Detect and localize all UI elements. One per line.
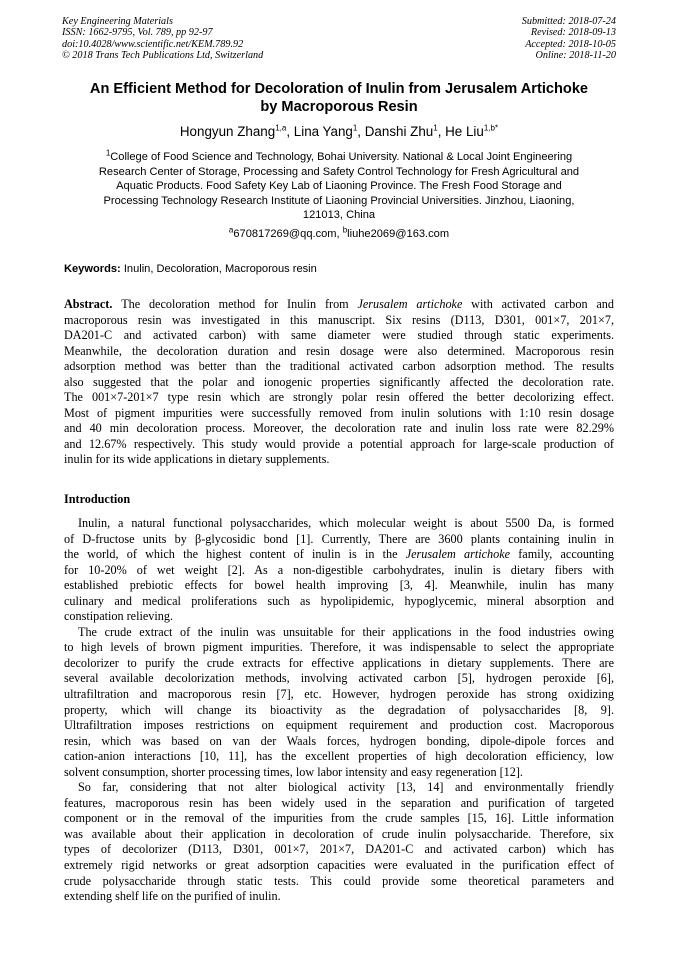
text-line: ultrafiltration and macroporous resin [7], etc. However, hydrogen peroxide has strong oxidizing — [64, 687, 614, 702]
abstract — [64, 297, 614, 468]
journal-header-right — [522, 16, 616, 62]
affiliation-line: Aquatic Products. Food Safety Key Lab of Liaoning Province. The Fresh Food Storage and — [116, 180, 562, 193]
text-line: for 10-20% of wet weight [2]. As a non-digestible carbohydrates, inulin is dietary fibers with — [64, 562, 614, 577]
issn-line: ISSN: 1662-9795, Vol. 789, pp 92-97 — [62, 27, 213, 39]
email-sup: b — [342, 225, 348, 235]
author-name: Danshi Zhu — [364, 124, 434, 139]
text-line: and 40 min decoloration process. Moreover, the decoloration rate and inulin loss rate were 82.29% — [64, 421, 614, 436]
text-line: to high levels of brown pigment impurities. Therefore, it was indispensable to select the appropriate — [64, 640, 614, 655]
text-line: cation-anion interactions [10, 11], has the excellent properties of high decoloration efficiency, low — [64, 749, 614, 764]
text-line: constipation relieving. — [64, 609, 173, 624]
paragraph — [64, 625, 614, 780]
submitted-date: Submitted: 2018-07-24 — [521, 16, 616, 27]
text-line: and 12.67% respectively. This study would provide a potential approach for large-scale production of — [64, 436, 614, 451]
section-heading-introduction: Introduction — [64, 492, 131, 506]
affiliation — [62, 150, 616, 223]
author-affil-sup: 1 — [352, 123, 358, 133]
text-line: was available about their application in decoloration of crude inulin polysaccharide. Therefore, six — [64, 826, 614, 841]
email-address[interactable]: 670817269@qq.com — [233, 228, 337, 240]
keywords-label: Keywords: — [64, 263, 121, 275]
text-line: Most of pigment impurities were successfully removed from inulin solutions with 1:10 resin dosage — [64, 405, 614, 420]
keywords — [64, 262, 616, 277]
text-line: types of decolorizer (D113, D301, 001×7, 201×7, DA201-C and activated carbon) which has — [64, 842, 614, 857]
paragraph — [64, 516, 614, 625]
text-line: established prebiotic effects for bowel health improving [3, 4]. Meanwhile, inulin has many — [64, 578, 614, 593]
text-line: several available decolorization methods, involving activated carbon [5], hydrogen peroxide [6], — [64, 671, 614, 686]
introduction-body — [64, 516, 614, 905]
affiliation-line: Research Center of Storage, Processing and Safety Control Technology for Fresh Agricultural and — [98, 165, 580, 178]
text-line: extremely rigid networks or great adsorption capacities were evaluated in the purification effect of — [64, 858, 614, 873]
text-line: component or in the removal of the impurities from the crude samples [15, 16]. Little information — [64, 811, 614, 826]
author-affil-sup: 1,b* — [483, 123, 499, 133]
affiliation-line: College of Food Science and Technology, Bohai University. National & Local Joint Engineering — [110, 151, 573, 163]
author-name: He Liu — [445, 124, 484, 139]
paper-title — [40, 80, 638, 116]
text-line: culinary and medical proliferations such as hypolipidemic, hypoglycemic, mineral absorption and — [64, 593, 614, 608]
text-line: the world, of which the highest content of inulin is in the Jerusalem artichoke family, accounting — [64, 547, 614, 562]
text-line: macroporous resin was investigated in this manuscript. Six resins (D113, D301, 001×7, 201×7, — [64, 312, 614, 327]
keywords-text: Inulin, Decoloration, Macroporous resin — [123, 263, 317, 275]
text-line: So far, considering that not alter biological activity [13, 14] and environmentally friendly — [78, 780, 614, 795]
text-line: features, macroporous resin has been widely used in the separation and purification of targeted — [64, 795, 614, 810]
text-line: property, which will change its bioactivity as the degradation of polysaccharides [8, 9]. — [64, 702, 614, 717]
accepted-date: Accepted: 2018-10-05 — [525, 38, 616, 50]
text-line: Ultrafiltration imposes restrictions on equipment requirement and production cost. Macroporous — [64, 718, 614, 733]
text-line: crude polysaccharide through static tests. This could provide some theoretical parameters and — [64, 873, 614, 888]
author-name: Lina Yang — [293, 124, 353, 139]
author-affil-sup: 1 — [433, 123, 438, 133]
text-line: DA201-C and activated carbon) with same diameter were studied through static experiments. — [64, 328, 614, 343]
copyright-line: © 2018 Trans Tech Publications Ltd, Switzerland — [62, 50, 264, 62]
title-line-1: An Efficient Method for Decoloration of Inulin from Jerusalem Artichoke — [89, 81, 589, 97]
journal-header-left — [62, 16, 263, 62]
affiliation-sup: 1 — [105, 148, 111, 158]
author-list: Hongyun Zhang$^{1,a}$, Lina Yang$^1$, Danshi Zhu$^1$, He Liu$^{1,b*}$ — [179, 123, 499, 139]
affiliation-line: Processing Technology Research Institute of Liaoning Provincial Universities. Jinzhou, Liaoning, — [103, 194, 575, 207]
text-line: resin, which was based on van der Waals forces, hydrogen bonding, dipole-dipole forces and — [64, 733, 614, 748]
revised-date: Revised: 2018-09-13 — [530, 27, 616, 39]
text-line: also suggested that the polar and ionogenic properties significantly affected the decoloration rate. — [64, 374, 614, 389]
text-line: Inulin, a natural functional polysaccharides, which molecular weight is about 5500 Da, is formed — [78, 516, 614, 530]
paragraph — [64, 780, 614, 904]
email-sup: a — [228, 225, 234, 235]
author-name: Hongyun Zhang — [179, 124, 276, 139]
text-line: The crude extract of the inulin was unsuitable for their applications in the food industries owing — [78, 624, 614, 639]
text-line: Meanwhile, the decoloration duration and resin dosage were also determined. Macroporous resin — [64, 343, 614, 358]
text-line: adsorption method was better than the traditional activated carbon adsorption method. The results — [64, 359, 614, 374]
author-affil-sup: 1,a — [275, 123, 287, 133]
text-line: inulin for its wide applications in dietary supplements. — [64, 452, 330, 467]
journal-name: Key Engineering Materials — [62, 16, 173, 27]
abstract-label: Abstract. — [64, 297, 122, 311]
text-line: extending shelf life on the purified of inulin. — [64, 889, 281, 904]
doi-line[interactable]: doi:10.4028/www.scientific.net/KEM.789.92 — [62, 38, 244, 50]
online-date: Online: 2018-11-20 — [535, 50, 616, 62]
affiliation-line: 121013, China — [302, 209, 376, 222]
text-line: of D-fructose units by β-glycosidic bond [1]. Currently, There are 3600 plants containing inulin in — [64, 531, 614, 546]
email-line: $^a$670817269@qq.com, $^b$liuhe2069@163.com — [228, 225, 450, 240]
text-line: decolorizer to purify the crude extracts for effective applications in dietary supplements. There are — [64, 655, 614, 670]
text-line: solvent consumption, shorter processing times, low labor intensity and easy regeneration [12]. — [64, 764, 523, 779]
title-line-2: by Macroporous Resin — [260, 99, 418, 115]
text-line: The 001×7-201×7 type resin which are strongly polar resin offered the better decolorizing effect. — [64, 390, 614, 405]
email-address[interactable]: liuhe2069@163.com — [347, 228, 450, 240]
text-line: Abstract. The decoloration method for Inulin from Jerusalem artichoke with activated carbon and — [64, 297, 614, 311]
